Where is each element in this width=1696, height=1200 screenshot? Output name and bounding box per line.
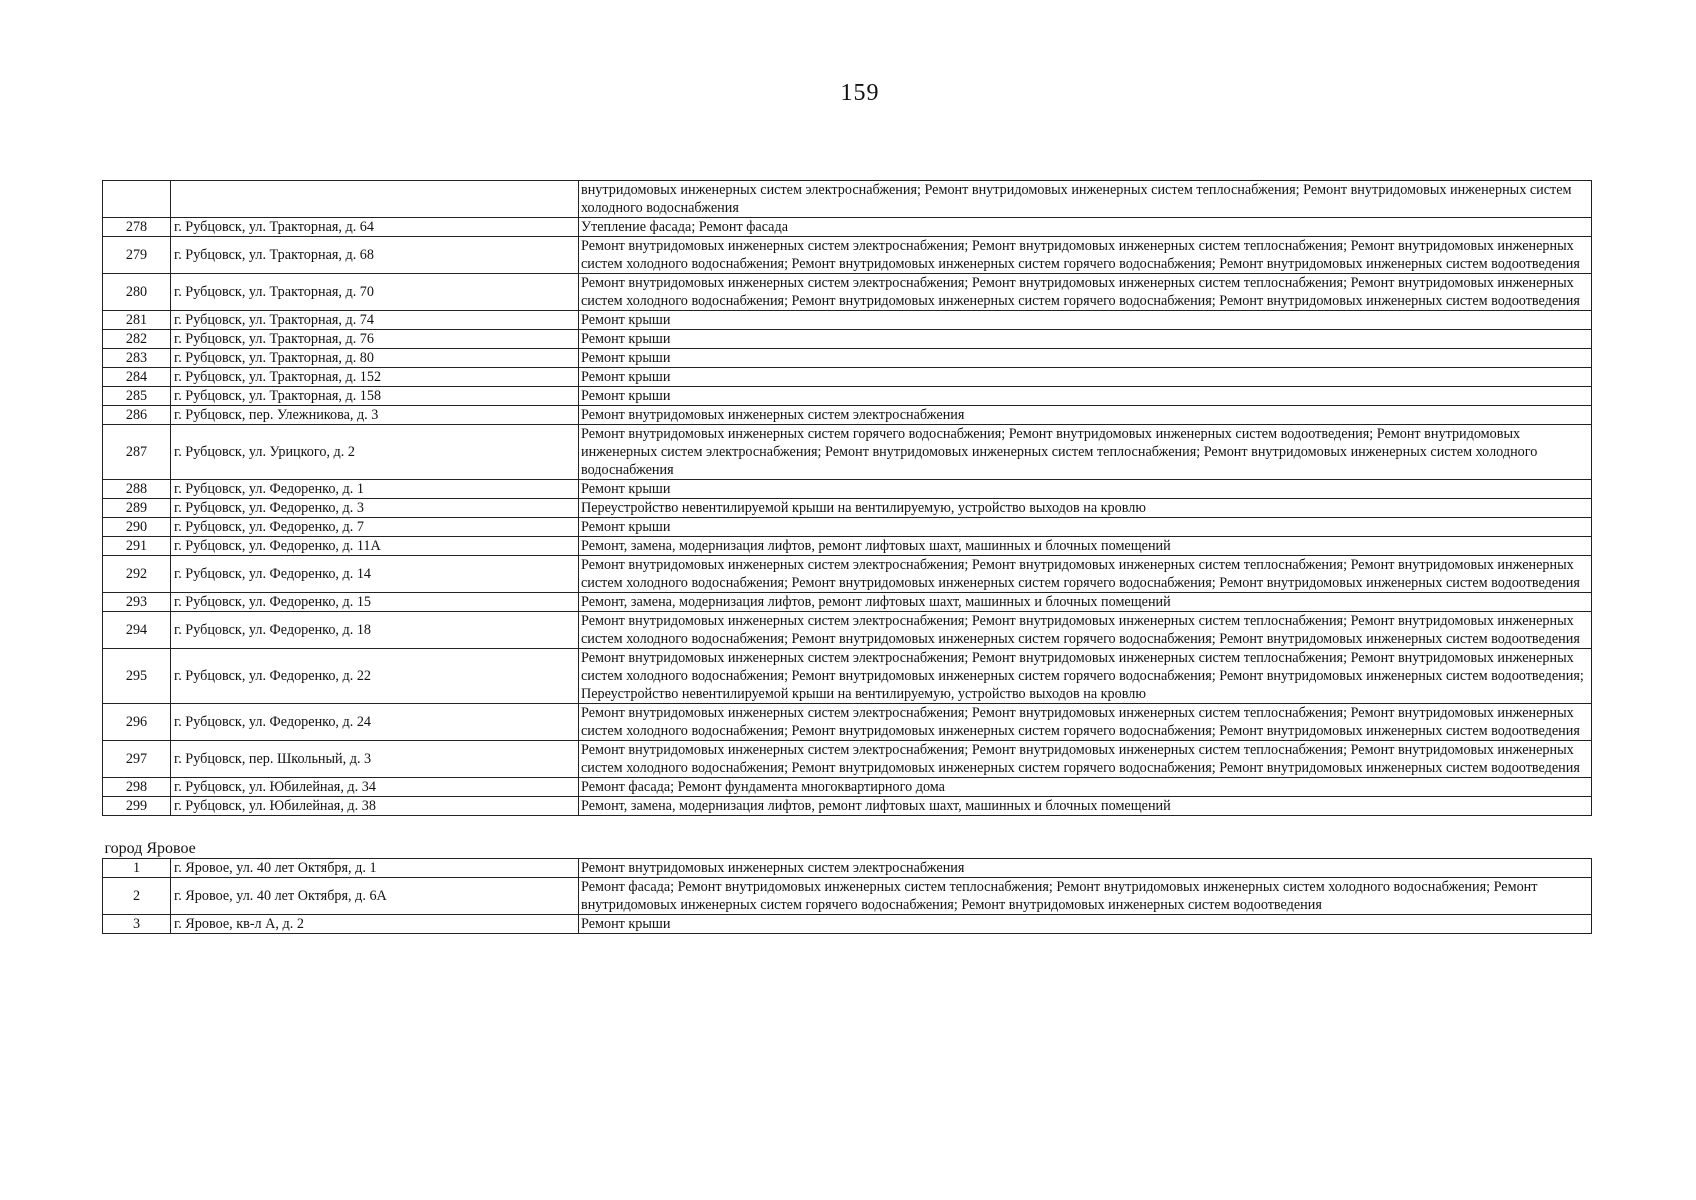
row-number: 286 bbox=[103, 406, 171, 425]
row-number: 294 bbox=[103, 612, 171, 649]
table-row bbox=[103, 704, 1592, 741]
row-works: Переустройство невентилируемой крыши на вентилируемую, устройство выходов на кровлю bbox=[579, 499, 1592, 518]
table-row bbox=[103, 915, 1592, 934]
table-row bbox=[103, 274, 1592, 311]
row-works: Ремонт внутридомовых инженерных систем горячего водоснабжения; Ремонт внутридомовых инженерных систем водоотведения; Ремонт внутридомовых инженерных систем электроснабжения; Ремонт внутридомовых инженерных систем теплоснабжения; Ремонт внутридомовых инженерных систем холодного водоснабжения bbox=[579, 425, 1592, 480]
row-address: г. Рубцовск, ул. Федоренко, д. 24 bbox=[171, 704, 579, 741]
row-works: Ремонт крыши bbox=[579, 349, 1592, 368]
section-title: город Яровое bbox=[103, 816, 1592, 859]
row-address: г. Рубцовск, ул. Федоренко, д. 11А bbox=[171, 537, 579, 556]
row-address: г. Рубцовск, пер. Школьный, д. 3 bbox=[171, 741, 579, 778]
row-number: 295 bbox=[103, 649, 171, 704]
table-row bbox=[103, 311, 1592, 330]
row-works: Ремонт внутридомовых инженерных систем электроснабжения; Ремонт внутридомовых инженерных систем теплоснабжения; Ремонт внутридомовых инженерных систем холодного водоснабжения; Ремонт внутридомовых инженерных систем горячего водоснабжения; Ремонт внутридомовых инженерных систем водоотведения; Переустройство невентилируемой крыши на вентилируемую, устройство выходов на кровлю bbox=[579, 649, 1592, 704]
row-number: 278 bbox=[103, 218, 171, 237]
table-row bbox=[103, 480, 1592, 499]
row-address: г. Рубцовск, ул. Федоренко, д. 3 bbox=[171, 499, 579, 518]
row-number: 1 bbox=[103, 859, 171, 878]
row-address: г. Рубцовск, ул. Федоренко, д. 1 bbox=[171, 480, 579, 499]
row-number: 282 bbox=[103, 330, 171, 349]
table-row bbox=[103, 330, 1592, 349]
row-address: г. Яровое, ул. 40 лет Октября, д. 1 bbox=[171, 859, 579, 878]
row-works: Ремонт, замена, модернизация лифтов, ремонт лифтовых шахт, машинных и блочных помещений bbox=[579, 537, 1592, 556]
row-number: 279 bbox=[103, 237, 171, 274]
row-works: Утепление фасада; Ремонт фасада bbox=[579, 218, 1592, 237]
row-address: г. Рубцовск, ул. Юбилейная, д. 34 bbox=[171, 778, 579, 797]
row-works: Ремонт внутридомовых инженерных систем электроснабжения; Ремонт внутридомовых инженерных систем теплоснабжения; Ремонт внутридомовых инженерных систем холодного водоснабжения; Ремонт внутридомовых инженерных систем горячего водоснабжения; Ремонт внутридомовых инженерных систем водоотведения bbox=[579, 741, 1592, 778]
row-works: Ремонт фасада; Ремонт внутридомовых инженерных систем теплоснабжения; Ремонт внутридомовых инженерных систем холодного водоснабжения; Ремонт внутридомовых инженерных систем горячего водоснабжения; Ремонт внутридомовых инженерных систем водоотведения bbox=[579, 878, 1592, 915]
row-address: г. Рубцовск, ул. Юбилейная, д. 38 bbox=[171, 797, 579, 816]
row-works: Ремонт внутридомовых инженерных систем электроснабжения; Ремонт внутридомовых инженерных систем теплоснабжения; Ремонт внутридомовых инженерных систем холодного водоснабжения; Ремонт внутридомовых инженерных систем горячего водоснабжения; Ремонт внутридомовых инженерных систем водоотведения bbox=[579, 274, 1592, 311]
row-number: 297 bbox=[103, 741, 171, 778]
row-number: 3 bbox=[103, 915, 171, 934]
table-row bbox=[103, 237, 1592, 274]
row-number: 2 bbox=[103, 878, 171, 915]
row-works: Ремонт крыши bbox=[579, 368, 1592, 387]
row-works: внутридомовых инженерных систем электроснабжения; Ремонт внутридомовых инженерных систем теплоснабжения; Ремонт внутридомовых инженерных систем холодного водоснабжения bbox=[579, 181, 1592, 218]
row-number: 281 bbox=[103, 311, 171, 330]
row-address: г. Яровое, кв-л А, д. 2 bbox=[171, 915, 579, 934]
table-row bbox=[103, 181, 1592, 218]
row-address bbox=[171, 181, 579, 218]
row-works: Ремонт крыши bbox=[579, 480, 1592, 499]
repair-program-table-container bbox=[102, 180, 1591, 934]
table-row bbox=[103, 593, 1592, 612]
table-row bbox=[103, 537, 1592, 556]
table-row bbox=[103, 556, 1592, 593]
section-row bbox=[103, 816, 1592, 859]
row-number: 298 bbox=[103, 778, 171, 797]
row-works: Ремонт крыши bbox=[579, 311, 1592, 330]
row-number: 283 bbox=[103, 349, 171, 368]
row-number: 280 bbox=[103, 274, 171, 311]
row-works: Ремонт крыши bbox=[579, 387, 1592, 406]
row-works: Ремонт, замена, модернизация лифтов, ремонт лифтовых шахт, машинных и блочных помещений bbox=[579, 797, 1592, 816]
row-works: Ремонт фасада; Ремонт фундамента многоквартирного дома bbox=[579, 778, 1592, 797]
table-row bbox=[103, 649, 1592, 704]
row-works: Ремонт внутридомовых инженерных систем электроснабжения bbox=[579, 406, 1592, 425]
table-row bbox=[103, 387, 1592, 406]
row-works: Ремонт внутридомовых инженерных систем электроснабжения; Ремонт внутридомовых инженерных систем теплоснабжения; Ремонт внутридомовых инженерных систем холодного водоснабжения; Ремонт внутридомовых инженерных систем горячего водоснабжения; Ремонт внутридомовых инженерных систем водоотведения bbox=[579, 237, 1592, 274]
row-number: 289 bbox=[103, 499, 171, 518]
row-address: г. Рубцовск, ул. Тракторная, д. 76 bbox=[171, 330, 579, 349]
table-row bbox=[103, 741, 1592, 778]
table-body-yarovoe bbox=[103, 859, 1592, 934]
table-row bbox=[103, 797, 1592, 816]
table-row bbox=[103, 859, 1592, 878]
row-number bbox=[103, 181, 171, 218]
row-address: г. Рубцовск, ул. Тракторная, д. 158 bbox=[171, 387, 579, 406]
row-address: г. Рубцовск, ул. Федоренко, д. 22 bbox=[171, 649, 579, 704]
row-works: Ремонт крыши bbox=[579, 518, 1592, 537]
row-address: г. Рубцовск, ул. Урицкого, д. 2 bbox=[171, 425, 579, 480]
row-number: 287 bbox=[103, 425, 171, 480]
repair-program-table bbox=[102, 180, 1592, 934]
table-row bbox=[103, 425, 1592, 480]
row-works: Ремонт, замена, модернизация лифтов, ремонт лифтовых шахт, машинных и блочных помещений bbox=[579, 593, 1592, 612]
row-address: г. Рубцовск, ул. Федоренко, д. 15 bbox=[171, 593, 579, 612]
page-number: 159 bbox=[840, 80, 880, 106]
row-address: г. Рубцовск, ул. Федоренко, д. 14 bbox=[171, 556, 579, 593]
row-address: г. Рубцовск, ул. Тракторная, д. 64 bbox=[171, 218, 579, 237]
row-works: Ремонт внутридомовых инженерных систем электроснабжения; Ремонт внутридомовых инженерных систем теплоснабжения; Ремонт внутридомовых инженерных систем холодного водоснабжения; Ремонт внутридомовых инженерных систем горячего водоснабжения; Ремонт внутридомовых инженерных систем водоотведения bbox=[579, 704, 1592, 741]
table-row bbox=[103, 612, 1592, 649]
table-row bbox=[103, 368, 1592, 387]
row-number: 288 bbox=[103, 480, 171, 499]
section-header bbox=[103, 816, 1592, 859]
row-works: Ремонт крыши bbox=[579, 915, 1592, 934]
row-works: Ремонт крыши bbox=[579, 330, 1592, 349]
row-address: г. Рубцовск, ул. Федоренко, д. 7 bbox=[171, 518, 579, 537]
table-row bbox=[103, 349, 1592, 368]
row-number: 284 bbox=[103, 368, 171, 387]
row-works: Ремонт внутридомовых инженерных систем электроснабжения; Ремонт внутридомовых инженерных систем теплоснабжения; Ремонт внутридомовых инженерных систем холодного водоснабжения; Ремонт внутридомовых инженерных систем горячего водоснабжения; Ремонт внутридомовых инженерных систем водоотведения bbox=[579, 612, 1592, 649]
row-address: г. Рубцовск, ул. Тракторная, д. 74 bbox=[171, 311, 579, 330]
row-address: г. Рубцовск, ул. Федоренко, д. 18 bbox=[171, 612, 579, 649]
table-row bbox=[103, 406, 1592, 425]
row-address: г. Рубцовск, ул. Тракторная, д. 80 bbox=[171, 349, 579, 368]
row-address: г. Рубцовск, ул. Тракторная, д. 68 bbox=[171, 237, 579, 274]
row-address: г. Рубцовск, пер. Улежникова, д. 3 bbox=[171, 406, 579, 425]
row-address: г. Рубцовск, ул. Тракторная, д. 152 bbox=[171, 368, 579, 387]
row-number: 292 bbox=[103, 556, 171, 593]
row-number: 293 bbox=[103, 593, 171, 612]
row-works: Ремонт внутридомовых инженерных систем электроснабжения bbox=[579, 859, 1592, 878]
row-number: 291 bbox=[103, 537, 171, 556]
table-row bbox=[103, 218, 1592, 237]
table-row bbox=[103, 518, 1592, 537]
table-body-rubtsovsk bbox=[103, 181, 1592, 816]
row-number: 296 bbox=[103, 704, 171, 741]
row-number: 285 bbox=[103, 387, 171, 406]
table-row bbox=[103, 878, 1592, 915]
row-works: Ремонт внутридомовых инженерных систем электроснабжения; Ремонт внутридомовых инженерных систем теплоснабжения; Ремонт внутридомовых инженерных систем холодного водоснабжения; Ремонт внутридомовых инженерных систем горячего водоснабжения; Ремонт внутридомовых инженерных систем водоотведения bbox=[579, 556, 1592, 593]
row-address: г. Яровое, ул. 40 лет Октября, д. 6А bbox=[171, 878, 579, 915]
table-row bbox=[103, 499, 1592, 518]
table-row bbox=[103, 778, 1592, 797]
row-number: 299 bbox=[103, 797, 171, 816]
row-number: 290 bbox=[103, 518, 171, 537]
row-address: г. Рубцовск, ул. Тракторная, д. 70 bbox=[171, 274, 579, 311]
